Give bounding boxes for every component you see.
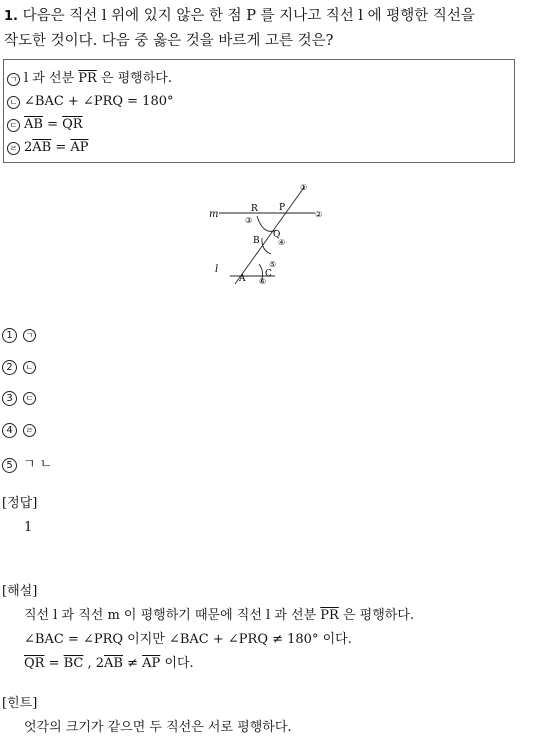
label-q: Q [273,230,281,240]
choice-number: 5 [2,458,17,473]
hint-heading: [힌트] [2,696,38,711]
statement-mark: ㄷ [7,119,20,132]
choice-label: ㄱ ㄴ [23,457,53,472]
statement-mark: ㄹ [7,142,20,155]
explanation-heading: [해설] [2,584,38,599]
statement-1: ㄱ l 과 선분 $\overline{PR}$ 은 평행하다. [7,67,514,90]
label-b: B [253,236,260,246]
statement-4: ㄹ $2\overline{AB} = \overline{AP}$ [7,136,514,159]
statement-2: ㄴ ∠BAC + ∠PRQ = 180° [7,90,514,113]
explanation-line-2: ∠BAC = ∠PRQ 이지만 ∠BAC + ∠PRQ ≠ 180° 이다. [24,632,352,647]
construction-figure [205,178,335,290]
answer-section [2,492,37,540]
choice-label: ㄷ [23,392,36,405]
label-c: C [265,269,272,279]
answer-choices [2,327,52,485]
choice-5[interactable] [2,453,52,485]
step-mark-2: ② [315,210,323,219]
step-mark-3: ③ [245,216,253,225]
hint-section [2,692,292,740]
label-l: l [215,264,219,275]
label-m: m [209,209,219,220]
choice-label: ㄴ [23,361,36,374]
choice-1[interactable] [2,327,52,359]
step-mark-1: ① [300,183,308,192]
step-mark-6: ⑥ [259,277,267,286]
statement-box [3,59,515,163]
choice-label: ㄱ [23,329,36,342]
label-p: P [279,203,286,213]
choice-number: 1 [2,328,17,343]
choice-number: 2 [2,360,17,375]
step-mark-4: ④ [278,238,286,247]
choice-number: 4 [2,423,17,438]
explanation-line-3: $\overline{QR} = \overline{BC}$ , $2\overline{AB} \ne \overline{AP}$ 이다. [24,656,194,671]
choice-2[interactable] [2,359,52,391]
statement-3: ㄷ $\overline{AB} = \overline{QR}$ [7,113,514,136]
statement-mark: ㄴ [7,96,20,109]
choice-label: ㄹ [23,424,36,437]
explanation-section [2,580,414,676]
choice-number: 3 [2,391,17,406]
choice-4[interactable] [2,422,52,454]
step-mark-5: ⑤ [269,260,277,269]
hint-text: 엇각의 크기가 같으면 두 직선은 서로 평행하다. [24,720,292,735]
question-line-1: 다음은 직선 l 위에 있지 않은 한 점 P 를 지나고 직선 l 에 평행한 직선을 [22,8,475,24]
question-number: 1. [4,9,18,24]
question-text [4,4,532,54]
label-r: R [251,204,258,214]
label-a: A [239,274,246,284]
answer-heading: [정답] [2,496,38,511]
question-line-2: 작도한 것이다. 다음 중 옳은 것을 바르게 고른 것은? [4,33,334,49]
statement-mark: ㄱ [7,73,20,86]
explanation-line-1: 직선 l 과 직선 m 이 평행하기 때문에 직선 l 과 선분 $\overline{PR}$ 은 평행하다. [24,608,415,623]
choice-3[interactable] [2,390,52,422]
answer-value: 1 [24,520,33,535]
